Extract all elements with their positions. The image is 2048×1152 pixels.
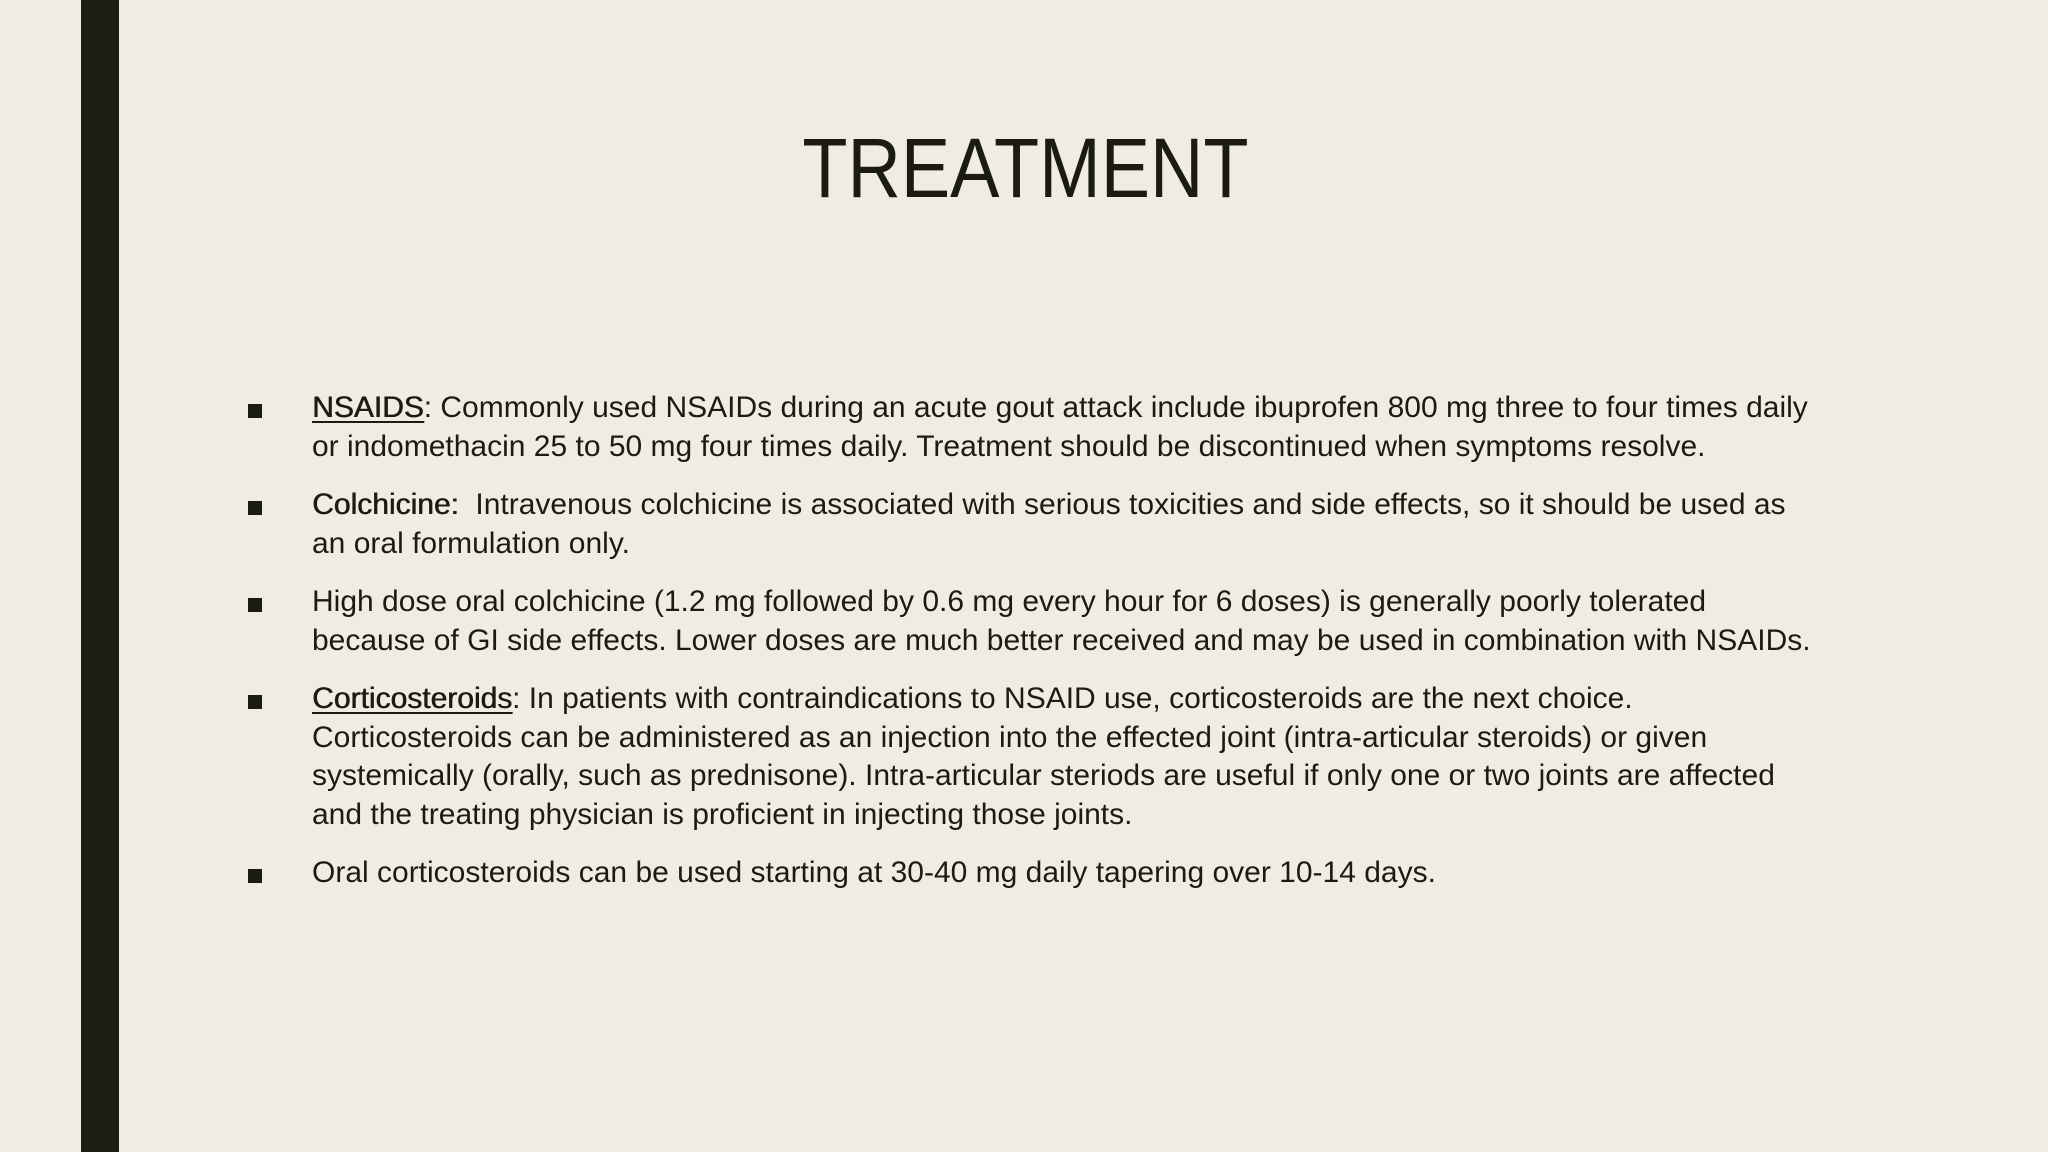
- slide-title: TREATMENT: [802, 121, 1249, 215]
- square-bullet-icon: [248, 598, 262, 612]
- bullet-oral-corticosteroids: [246, 854, 1826, 893]
- term-separator: :: [512, 682, 521, 715]
- bullet-high-dose-colchicine: [246, 583, 1826, 660]
- bullet-corticosteroids: [246, 680, 1826, 834]
- slide-content: [246, 389, 1826, 913]
- bullet-text: High dose oral colchicine (1.2 mg followed by 0.6 mg every hour for 6 doses) is generally poorly tolerated because of GI side effects. Lower doses are much better received and may be used in combination with NSAIDs.: [312, 585, 1811, 657]
- bullet-text: Oral corticosteroids can be used starting at 30-40 mg daily tapering over 10-14 days.: [312, 856, 1436, 889]
- term-nsaids: NSAIDS: [312, 391, 424, 424]
- bullet-list: [246, 389, 1826, 893]
- term-corticosteroids: Corticosteroids: [312, 682, 513, 715]
- square-bullet-icon: [248, 501, 262, 515]
- bullet-text: Commonly used NSAIDs during an acute gout attack include ibuprofen 800 mg three to four times daily or indomethacin 25 to 50 mg four times daily. Treatment should be discontinued when symptoms resolve.: [312, 391, 1808, 463]
- bullet-colchicine: [246, 486, 1826, 563]
- term-separator: :: [423, 391, 433, 424]
- accent-side-bar: [81, 0, 119, 1152]
- square-bullet-icon: [248, 695, 262, 709]
- square-bullet-icon: [248, 869, 262, 883]
- bullet-nsaids: [246, 389, 1826, 466]
- bullet-text: In patients with contraindications to NSAID use, corticosteroids are the next choice. Corticosteroids can be administered as an injection into the effected joint (intra-articular steroids) or given systemically (orally, such as prednisone). Intra-articular steriods are useful if only one or two joints are affected and the treating physician is proficient in injecting those joints.: [312, 682, 1775, 831]
- bullet-text: Intravenous colchicine is associated with serious toxicities and side effects, so it should be used as an oral formulation only.: [312, 488, 1794, 560]
- term-colchicine: Colchicine:: [312, 488, 459, 521]
- square-bullet-icon: [248, 404, 262, 418]
